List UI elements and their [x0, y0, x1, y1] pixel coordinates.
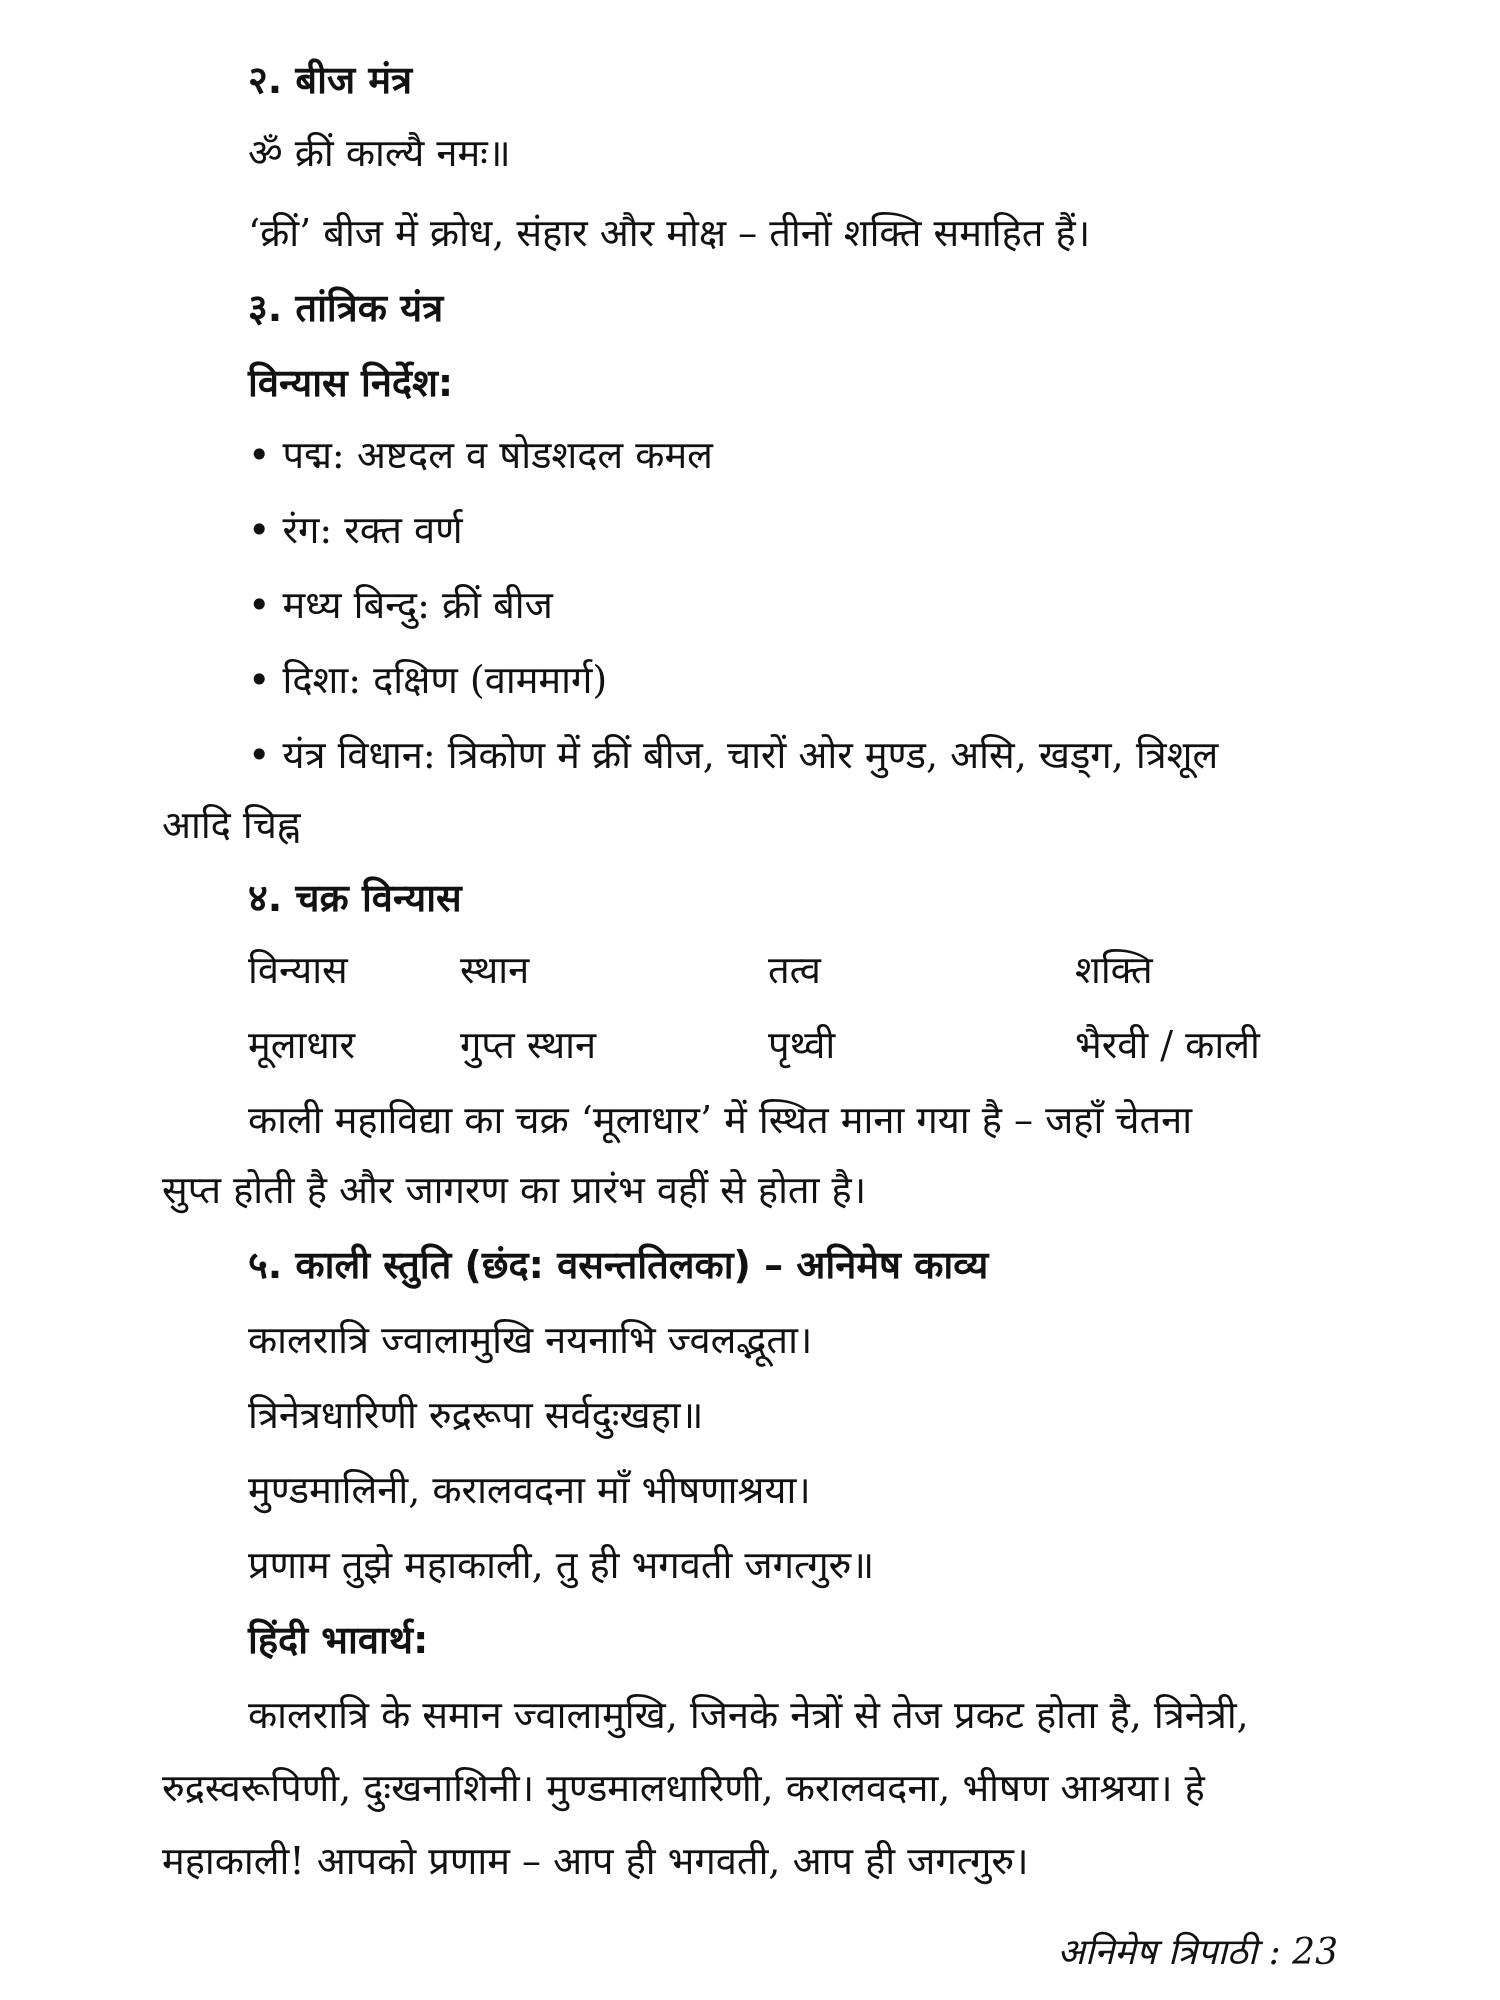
table-header-cell: स्थान	[460, 948, 530, 992]
table-header-cell: शक्ति	[1075, 948, 1153, 992]
yantra-bullet: • यंत्र विधान: त्रिकोण में क्रीं बीज, चारों ओर मुण्ड, असि, खड्ग, त्रिशूल	[248, 733, 1219, 777]
section-yantra-heading: ३. तांत्रिक यंत्र	[248, 286, 444, 330]
table-cell: भैरवी / काली	[1075, 1023, 1260, 1067]
table-header-cell: विन्यास	[248, 948, 348, 992]
section-stuti-heading: ५. काली स्तुति (छंद: वसन्ततिलका) – अनिमेष काव्य	[248, 1243, 989, 1287]
stuti-verse: कालरात्रि ज्वालामुखि नयनाभि ज्वलद्भूता।	[248, 1318, 813, 1362]
yantra-bullet-continuation: आदि चिह्न	[162, 803, 301, 847]
chakra-paragraph-line: काली महाविद्या का चक्र ‘मूलाधार’ में स्थित माना गया है – जहाँ चेतना	[248, 1098, 1193, 1142]
yantra-bullet: • रंग: रक्त वर्ण	[248, 508, 463, 552]
table-cell: गुप्त स्थान	[460, 1023, 597, 1067]
stuti-verse: प्रणाम तुझे महाकाली, तु ही भगवती जगत्गुरु॥	[248, 1543, 875, 1587]
yantra-bullet: • पद्म: अष्टदल व षोडशदल कमल	[248, 433, 713, 477]
meaning-line: रुद्रस्वरूपिणी, दुःखनाशिनी। मुण्डमालधारिणी, करालवदना, भीषण आश्रया। हे	[162, 1766, 1205, 1810]
section-bija-heading: २. बीज मंत्र	[248, 58, 413, 102]
stuti-verse: मुण्डमालिनी, करालवदना माँ भीषणाश्रया।	[248, 1468, 811, 1512]
section-chakra-heading: ४. चक्र विन्यास	[248, 876, 462, 920]
meaning-heading: हिंदी भावार्थ:	[248, 1618, 429, 1662]
stuti-verse: त्रिनेत्रधारिणी रुद्ररूपा सर्वदुःखहा॥	[248, 1393, 704, 1437]
chakra-paragraph-line: सुप्त होती है और जागरण का प्रारंभ वहीं से होता है।	[162, 1168, 867, 1212]
meaning-line: कालरात्रि के समान ज्वालामुखि, जिनके नेत्रों से तेज प्रकट होता है, त्रिनेत्री,	[248, 1693, 1249, 1737]
table-cell: मूलाधार	[248, 1023, 356, 1067]
bija-mantra: ॐ क्रीं काल्यै नमः॥	[248, 131, 511, 175]
bija-note: ‘क्रीं’ बीज में क्रोध, संहार और मोक्ष – तीनों शक्ति समाहित हैं।	[248, 211, 1091, 255]
yantra-bullet: • दिशा: दक्षिण (वाममार्ग)	[248, 658, 608, 702]
page-footer: अनिमेष त्रिपाठी : 23	[1057, 1932, 1338, 1973]
table-cell: पृथ्वी	[768, 1023, 836, 1067]
table-header-cell: तत्व	[768, 948, 821, 992]
yantra-bullet: • मध्य बिन्दु: क्रीं बीज	[248, 583, 553, 627]
meaning-line: महाकाली! आपको प्रणाम – आप ही भगवती, आप ही जगत्गुरु।	[162, 1839, 1029, 1883]
yantra-subheading: विन्यास निर्देश:	[248, 361, 454, 405]
